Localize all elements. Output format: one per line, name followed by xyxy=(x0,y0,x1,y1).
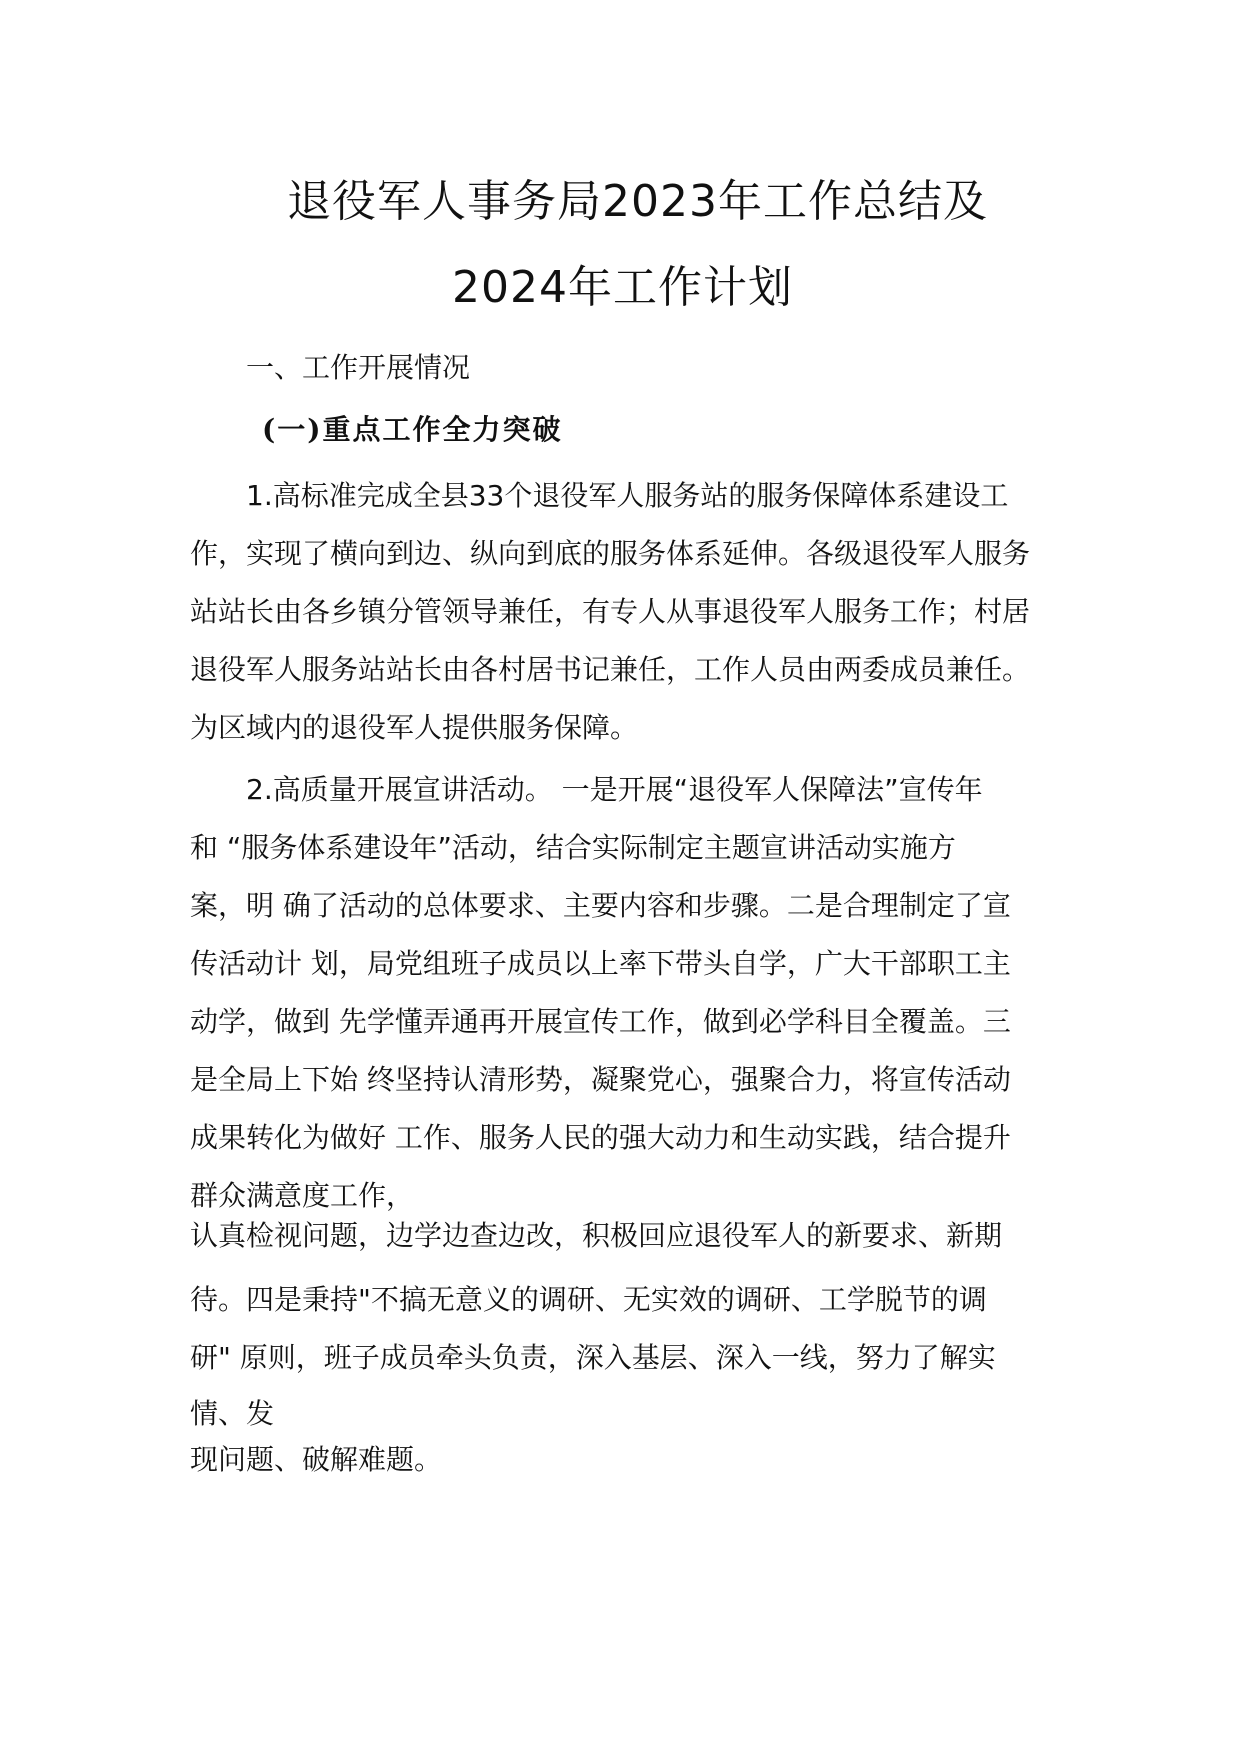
paragraph-2-line: 情、发 xyxy=(190,1397,275,1430)
section-heading: 一、工作开展情况 xyxy=(246,351,471,384)
paragraph-2-line: 和 “服务体系建设年”活动，结合实际制定主题宣讲活动实施方 xyxy=(190,831,956,864)
paragraph-2-line: 待。四是秉持"不搞无意义的调研、无实效的调研、工学脱节的调 xyxy=(190,1283,987,1316)
paragraph-2-line: 成果转化为做好 工作、服务人民的强大动力和生动实践，结合提升 xyxy=(190,1121,1011,1154)
paragraph-2-line: 动学，做到 先学懂弄通再开展宣传工作，做到必学科目全覆盖。三 xyxy=(190,1005,1011,1038)
paragraph-1-line: 1.高标准完成全县33个退役军人服务站的服务保障体系建设工 xyxy=(246,479,1009,512)
paragraph-2-line: 群众满意度工作， xyxy=(190,1179,415,1212)
paragraph-1-line: 作，实现了横向到边、纵向到底的服务体系延伸。各级退役军人服务 xyxy=(190,537,1031,570)
paragraph-1-line: 为区域内的退役军人提供服务保障。 xyxy=(190,711,639,744)
paragraph-2-line: 认真检视问题，边学边查边改，积极回应退役军人的新要求、新期 xyxy=(190,1219,1003,1252)
paragraph-2-line: 2.高质量开展宣讲活动。 一是开展“退役军人保障法”宣传年 xyxy=(246,773,983,806)
paragraph-2-line: 是全局上下始 终坚持认清形势，凝聚党心，强聚合力，将宣传活动 xyxy=(190,1063,1011,1096)
paragraph-2-line: 现问题、破解难题。 xyxy=(190,1443,443,1476)
section-subheading: (一)重点工作全力突破 xyxy=(262,413,563,446)
paragraph-2-line: 研" 原则，班子成员牵头负责，深入基层、深入一线，努力了解实 xyxy=(190,1341,996,1374)
paragraph-1-line: 站站长由各乡镇分管领导兼任，有专人从事退役军人服务工作；村居 xyxy=(190,595,1031,628)
paragraph-1-line: 退役军人服务站站长由各村居书记兼任，工作人员由两委成员兼任。 xyxy=(190,653,1031,686)
paragraph-2-line: 案，明 确了活动的总体要求、主要内容和步骤。二是合理制定了宣 xyxy=(190,889,1011,922)
document-title-line-2: 2024年工作计划 xyxy=(452,262,793,313)
paragraph-2-line: 传活动计 划，局党组班子成员以上率下带头自学，广大干部职工主 xyxy=(190,947,1011,980)
document-title-line-1: 退役军人事务局2023年工作总结及 xyxy=(287,176,988,227)
